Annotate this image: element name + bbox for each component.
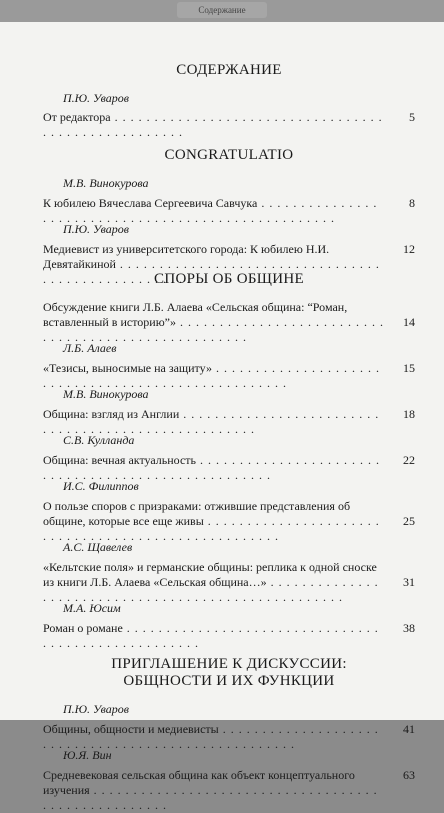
toc-entry	[43, 601, 415, 650]
toc-entry-author: С.В. Кулланда	[63, 433, 135, 447]
dot-leader: . . . . . . . . . . . . . . . . . . . . . . . . . . . . . . . . . . . . . . . . . . . . . . . . . . . .	[43, 315, 385, 344]
toc-entry-title: От редактора	[43, 110, 111, 124]
table-of-contents	[43, 62, 415, 812]
page-top-edge	[0, 0, 444, 22]
running-head: Содержание	[177, 2, 267, 18]
toc-entry-page-number: 15	[403, 361, 415, 375]
toc-entry-page-number: 38	[403, 621, 415, 635]
toc-entry-title: О пользе споров с призраками: отжившие представления об общине, которые все еще живы	[43, 499, 351, 528]
toc-entry-title: Община: вечная актуальность	[43, 453, 197, 467]
toc-entry-page-number: 12	[403, 242, 415, 256]
toc-section-heading: CONGRATULATIO	[164, 147, 294, 163]
dot-leader: . . . . . . . . . . . . . . . . . . . . . . . . . . . . . . . . . . . . . . . . . . . . . . . . . . . .	[43, 453, 381, 482]
toc-entry	[43, 540, 415, 604]
toc-entry-page-number: 14	[403, 315, 415, 329]
toc-entry-line	[43, 560, 415, 604]
toc-entry-title: Община: взгляд из Англии	[43, 407, 180, 421]
dot-leader: . . . . . . . . . . . . . . . . . . . . . . . . . . . . . . . . . . . . . . . . . . . . . . . . . . . .	[43, 621, 379, 650]
toc-entry-author: П.Ю. Уваров	[63, 702, 129, 716]
toc-entry-line	[43, 407, 415, 436]
toc-entry	[43, 433, 415, 482]
toc-entry-author: М.В. Винокурова	[63, 387, 149, 401]
toc-entry	[43, 91, 415, 139]
toc-entry-title: Средневековая сельская община как объект концептуального изучения	[43, 768, 355, 797]
toc-entry	[43, 300, 415, 344]
toc-entry-title: «Кельтские поля» и германские общины: реплика к одной сноске из книги Л.Б. Алаева «Сельская община…»	[43, 560, 377, 589]
dot-leader: . . . . . . . . . . . . . . . . . . . . . . . . . . . . . . . . . . . . . . . . . . . . . . . . . . . .	[43, 783, 378, 812]
toc-entry-title: Обсуждение книги Л.Б. Алаева «Сельская община: “Роман, вставленный в историю”»	[43, 300, 348, 329]
toc-entry-page-number: 31	[403, 575, 415, 589]
dot-leader: . . . . . . . . . . . . . . . . . . . . . . . . . . . . . . . . . . . . . . . . . . . . . . . . . . . .	[43, 722, 379, 751]
toc-entry-page-number: 8	[409, 196, 415, 210]
toc-entry-author: М.А. Юсим	[63, 601, 121, 615]
toc-entry-author: Ю.Я. Вин	[63, 748, 112, 762]
toc-entry	[43, 479, 415, 543]
toc-entry-title: Общины, общности и медиевисты	[43, 722, 219, 736]
toc-entry-author: М.В. Винокурова	[63, 176, 149, 190]
toc-entry-page-number: 25	[403, 514, 415, 528]
toc-entry-title: «Тезисы, выносимые на защиту»	[43, 361, 212, 375]
dot-leader: . . . . . . . . . . . . . . . . . . . . . . . . . . . . . . . . . . . . . . . . . . . . . . . . . . . .	[43, 110, 383, 139]
toc-entry	[43, 176, 415, 225]
toc-entry-line	[43, 621, 415, 650]
toc-entry-author: И.С. Филиппов	[63, 479, 139, 493]
dot-leader: . . . . . . . . . . . . . . . . . . . . . . . . . . . . . . . . . . . . . . . . . . . . . . . . . . . .	[43, 361, 380, 390]
toc-entry	[43, 387, 415, 436]
toc-entry-line	[43, 768, 415, 812]
toc-entry-author: Л.Б. Алаев	[63, 341, 117, 355]
toc-entry-page-number: 22	[403, 453, 415, 467]
toc-title: СОДЕРЖАНИЕ	[176, 62, 282, 78]
toc-entry-line	[43, 300, 415, 344]
toc-entry	[43, 341, 415, 390]
dot-leader: . . . . . . . . . . . . . . . . . . . . . . . . . . . . . . . . . . . . . . . . . . . . . . . . . . . .	[43, 196, 378, 225]
toc-entry-line	[43, 722, 415, 751]
toc-entry-page-number: 41	[403, 722, 415, 736]
toc-entry-title: Медиевист из университетского города: К юбилею Н.И. Девятайкиной	[43, 242, 330, 271]
toc-entry	[43, 702, 415, 751]
toc-entry-line	[43, 110, 415, 139]
toc-section-heading: СПОРЫ ОБ ОБЩИНЕ	[154, 271, 304, 287]
toc-entry-title: К юбилею Вячеслава Сергеевича Савчука	[43, 196, 258, 210]
toc-front-matter	[43, 91, 415, 139]
toc-sections	[43, 147, 415, 812]
toc-entry-author: П.Ю. Уваров	[63, 222, 129, 236]
toc-entry-line	[43, 499, 415, 543]
dot-leader: . . . . . . . . . . . . . . . . . . . . . . . . . . . . . . . . . . . . . . . . . . . . . . . . . . . .	[43, 407, 380, 436]
toc-entry-line	[43, 361, 415, 390]
toc-entry-page-number: 18	[403, 407, 415, 421]
dot-leader: . . . . . . . . . . . . . . . . . . . . . . . . . . . . . . . . . . . . . . . . . . . . . . . . . . . .	[43, 257, 380, 286]
toc-entry-page-number: 5	[409, 110, 415, 124]
toc-entry-author: А.С. Щавелев	[63, 540, 133, 554]
dot-leader: . . . . . . . . . . . . . . . . . . . . . . . . . . . . . . . . . . . . . . . . . . . . . . . . . . . .	[43, 575, 379, 604]
dot-leader: . . . . . . . . . . . . . . . . . . . . . . . . . . . . . . . . . . . . . . . . . . . . . . . . . . . .	[43, 514, 380, 543]
toc-entry-author: П.Ю. Уваров	[63, 91, 129, 105]
toc-entry-title: Роман о романе	[43, 621, 123, 635]
toc-section-heading: ПРИГЛАШЕНИЕ К ДИСКУССИИ: ОБЩНОСТИ И ИХ ФУНКЦИИ	[111, 656, 347, 689]
toc-entry-line	[43, 453, 415, 482]
toc-entry	[43, 748, 415, 812]
toc-entry-line	[43, 196, 415, 225]
toc-entry-page-number: 63	[403, 768, 415, 782]
